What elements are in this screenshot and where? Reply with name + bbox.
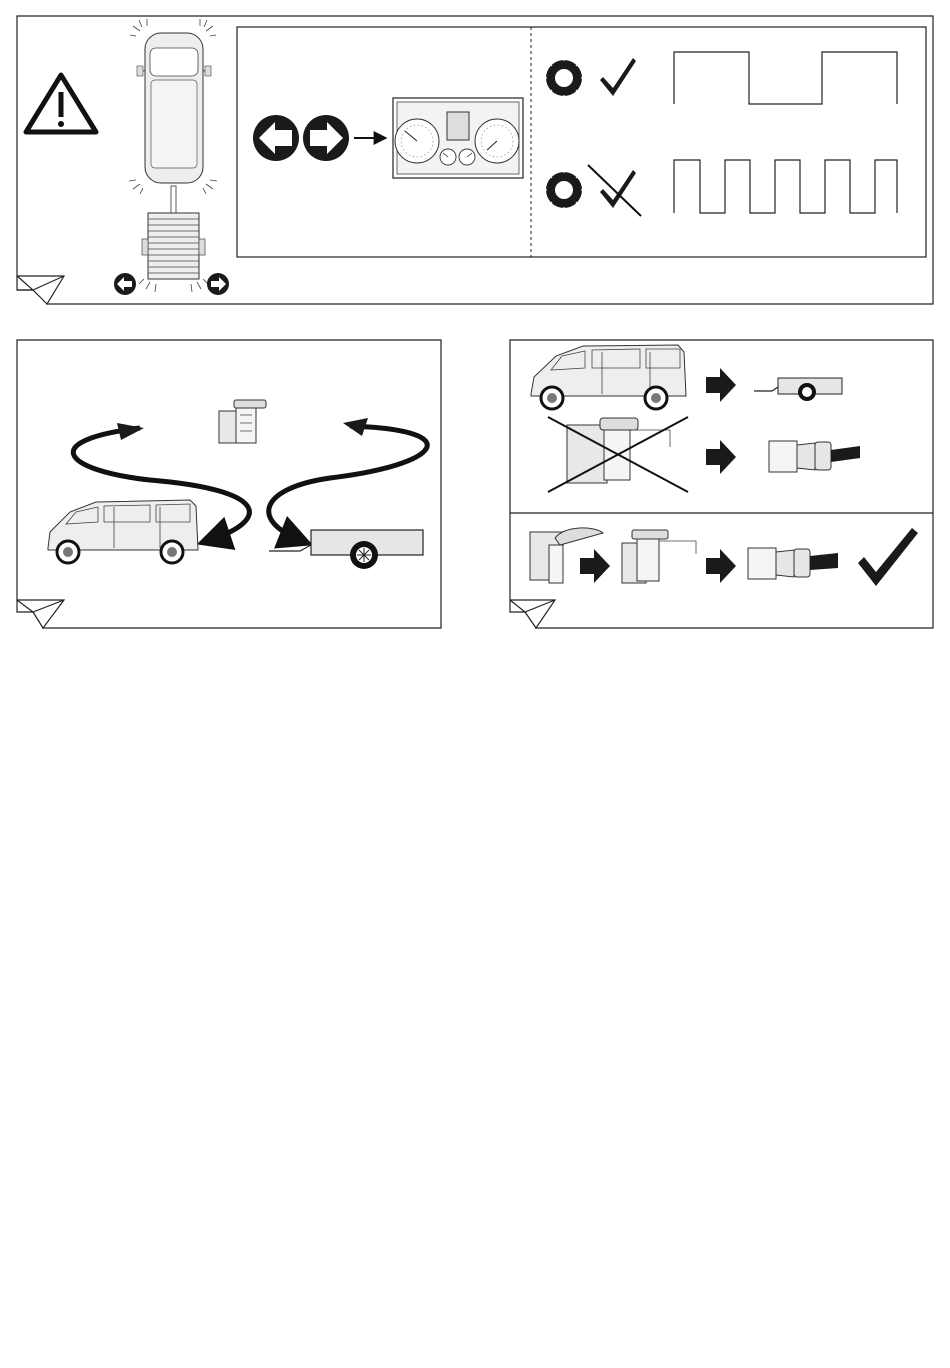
adapter-icon: [622, 530, 696, 583]
socket-icon: [530, 528, 603, 583]
trailer-icon: [754, 378, 842, 401]
dashboard-cluster-icon: [393, 98, 523, 178]
indicator-lamp-icon: [541, 167, 587, 213]
trailer-top-view-icon: [139, 213, 208, 292]
panel-adapter: [510, 340, 933, 628]
crossed-checkmark-icon: [588, 165, 641, 216]
arrow-right-icon: [706, 440, 736, 474]
socket-adapter-icon: [219, 400, 266, 443]
panel-turn-signal: [17, 16, 933, 304]
van-side-view-icon: [48, 500, 198, 563]
right-arrow-icon: [303, 115, 349, 161]
arrow-head-icon: [117, 423, 144, 440]
plug-icon: [769, 441, 860, 472]
checkmark-icon: [600, 58, 636, 96]
arrow-right-icon: [706, 549, 736, 583]
left-arrow-icon: [114, 273, 136, 295]
signal-ok-waveform: [674, 52, 897, 104]
checkmark-icon: [858, 528, 918, 586]
indicator-lamp-icon: [541, 55, 587, 101]
van-side-view-icon: [531, 345, 686, 409]
arrow-head-icon: [343, 418, 368, 436]
signal-fault-waveform: [674, 160, 897, 213]
panel-connect: [17, 340, 441, 628]
left-arrow-icon: [253, 115, 299, 161]
curved-arrow-icon: [269, 426, 428, 540]
warning-triangle-icon: [26, 75, 96, 132]
van-top-view-icon: [129, 19, 217, 194]
arrow-right-icon: [706, 368, 736, 402]
right-arrow-icon: [207, 273, 229, 295]
plug-icon: [748, 548, 838, 579]
arrow-right-icon: [580, 549, 610, 583]
